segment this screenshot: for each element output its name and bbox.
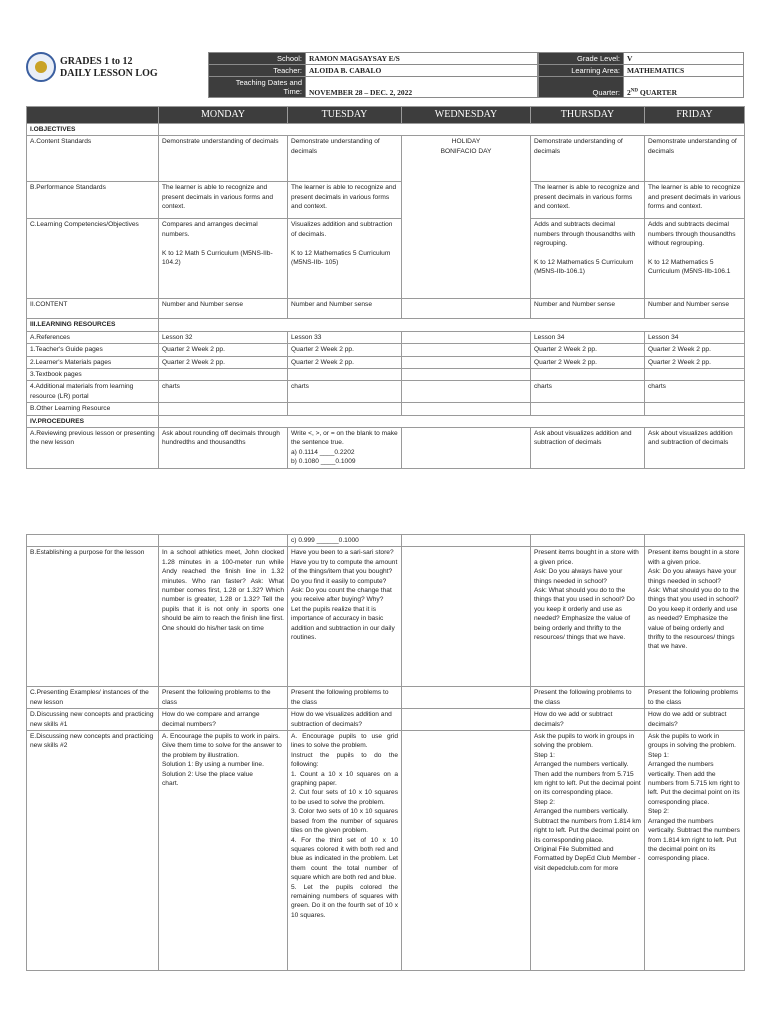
section-fill	[159, 124, 745, 136]
day-header-wednesday: WEDNESDAY	[402, 107, 531, 124]
cell-friday	[645, 369, 745, 381]
procedure-row	[27, 356, 745, 368]
cell-friday: How do we add or subtract decimals?	[645, 709, 745, 731]
cell-wednesday	[402, 331, 531, 343]
procedure-row	[27, 428, 745, 469]
cell-friday	[645, 403, 745, 415]
cell-friday	[645, 535, 745, 547]
section-row	[27, 124, 745, 136]
row-label: 3.Textbook pages	[27, 369, 159, 381]
cell-friday: Ask the pupils to work in groups in solving the problem. Step 1: Arranged the numbers vertically. Then add the numbers from 5.715 km right to left. Put the decimal point on its corresponding place. Step 2: Arranged the numbers vertically. Subtract the numbers from 1.814 km right to left. Put the decimal point on its corresponding place.	[645, 731, 745, 971]
cell-monday: How do we compare and arrange decimal numbers?	[159, 709, 288, 731]
cell-thursday: How do we add or subtract decimals?	[531, 709, 645, 731]
cell-tuesday: Number and Number sense	[288, 299, 402, 319]
row-label: B.Other Learning Resource	[27, 403, 159, 415]
procedure-row	[27, 731, 745, 971]
teacher-label: Teacher:	[209, 65, 306, 77]
grade-info-table	[538, 52, 744, 98]
cell-wednesday	[402, 428, 531, 469]
cell-thursday: Ask the pupils to work in groups in solving the problem. Step 1: Arranged the numbers vertically. Then add the numbers from 5.715 km right to left. Put the decimal point on its corresponding place. Step 2: Arranged the numbers vertically. Subtract the numbers from 1.814 km right to left. Put the decimal point on its corresponding place. Original File Submitted and Formatted by DepEd Club Member - visit depedclub.com for more	[531, 731, 645, 971]
procedure-row	[27, 403, 745, 415]
procedure-row	[27, 381, 745, 403]
procedure-row	[27, 219, 745, 299]
row-label: I.OBJECTIVES	[27, 124, 159, 136]
cell-friday: Quarter 2 Week 2 pp.	[645, 344, 745, 356]
cell-friday: Present items bought in a store with a given price. Ask: Do you always have your things needed in school? Ask: What should you do to the things that you used in school? Do you keep it orderly and use as needed? Emphasize the value of being orderly and thrifty to the resources/ things that we have.	[645, 547, 745, 687]
cell-monday: The learner is able to recognize and present decimals in various forms and context.	[159, 182, 288, 219]
cell-tuesday: How do we visualizes addition and subtraction of decimals?	[288, 709, 402, 731]
row-label: D.Discussing new concepts and practicing new skills #1	[27, 709, 159, 731]
cell-thursday: The learner is able to recognize and present decimals in various forms and context.	[531, 182, 645, 219]
log-title	[60, 56, 158, 80]
lesson-log-table-part1	[26, 106, 745, 469]
cell-monday	[159, 535, 288, 547]
quarter-suffix: ND	[630, 88, 638, 94]
lesson-log-header	[26, 52, 744, 98]
cell-tuesday: Quarter 2 Week 2 pp.	[288, 344, 402, 356]
cell-tuesday: Visualizes addition and subtraction of decimals. K to 12 Mathematics 5 Curriculum (M5NS-IIb- 105)	[288, 219, 402, 299]
dates-value: NOVEMBER 28 – DEC. 2, 2022	[306, 77, 538, 98]
cell-thursday: Quarter 2 Week 2 pp.	[531, 356, 645, 368]
cell-friday: Adds and subtracts decimal numbers through thousandths without regrouping. K to 12 Mathematics 5 Curriculum (M5NS-IIb-106.1	[645, 219, 745, 299]
dates-label-line2: Time:	[283, 87, 302, 96]
row-label: IV.PROCEDURES	[27, 415, 159, 427]
cell-friday: charts	[645, 381, 745, 403]
cell-monday: A. Encourage the pupils to work in pairs. Give them time to solve for the answer to the problem by illustration. Solution 1: By using a number line. Solution 2: Use the place value chart.	[159, 731, 288, 971]
cell-friday: Quarter 2 Week 2 pp.	[645, 356, 745, 368]
cell-tuesday: The learner is able to recognize and present decimals in various forms and context.	[288, 182, 402, 219]
cell-thursday: Ask about visualizes addition and subtraction of decimals	[531, 428, 645, 469]
row-label: C.Presenting Examples/ instances of the new lesson	[27, 687, 159, 709]
procedure-row	[27, 687, 745, 709]
cell-tuesday: Present the following problems to the class	[288, 687, 402, 709]
cell-tuesday	[288, 369, 402, 381]
cell-monday: charts	[159, 381, 288, 403]
cell-monday: Quarter 2 Week 2 pp.	[159, 344, 288, 356]
row-label: III.LEARNING RESOURCES	[27, 319, 159, 331]
cell-monday: Present the following problems to the class	[159, 687, 288, 709]
day-header-friday: FRIDAY	[645, 107, 745, 124]
grade-value: V	[624, 53, 744, 65]
area-value: MATHEMATICS	[624, 65, 744, 77]
day-header-blank	[27, 107, 159, 124]
cell-friday: Number and Number sense	[645, 299, 745, 319]
cell-tuesday: charts	[288, 381, 402, 403]
cell-friday: Present the following problems to the class	[645, 687, 745, 709]
row-label: B.Establishing a purpose for the lesson	[27, 547, 159, 687]
cell-monday: Demonstrate understanding of decimals	[159, 136, 288, 182]
procedure-row	[27, 136, 745, 182]
cell-monday: Number and Number sense	[159, 299, 288, 319]
cell-tuesday: Lesson 33	[288, 331, 402, 343]
cell-monday	[159, 403, 288, 415]
grade-label: Grade Level:	[539, 53, 624, 65]
row-label	[27, 535, 159, 547]
cell-thursday: Demonstrate understanding of decimals	[531, 136, 645, 182]
cell-thursday	[531, 535, 645, 547]
procedure-row	[27, 535, 745, 547]
day-header-tuesday: TUESDAY	[288, 107, 402, 124]
teacher-value: ALOIDA B. CABALO	[306, 65, 538, 77]
cell-tuesday: Quarter 2 Week 2 pp.	[288, 356, 402, 368]
row-label: A.Reviewing previous lesson or presenting the new lesson	[27, 428, 159, 469]
dates-label	[209, 77, 306, 98]
cell-friday: Demonstrate understanding of decimals	[645, 136, 745, 182]
cell-thursday: charts	[531, 381, 645, 403]
cell-monday: Ask about rounding off decimals through hundredths and thousandths	[159, 428, 288, 469]
cell-wednesday	[402, 369, 531, 381]
title-line1: GRADES 1 to 12	[60, 56, 133, 67]
row-label: II.CONTENT	[27, 299, 159, 319]
procedure-row	[27, 182, 745, 219]
cell-monday: Quarter 2 Week 2 pp.	[159, 356, 288, 368]
row-label: E.Discussing new concepts and practicing new skills #2	[27, 731, 159, 971]
row-label: 1.Teacher's Guide pages	[27, 344, 159, 356]
cell-monday: Compares and arranges decimal numbers. K to 12 Math 5 Curriculum (M5NS-IIb-104.2)	[159, 219, 288, 299]
deped-seal-icon	[26, 52, 56, 82]
procedure-row	[27, 299, 745, 319]
cell-thursday	[531, 369, 645, 381]
cell-thursday: Present the following problems to the class	[531, 687, 645, 709]
cell-wednesday	[402, 709, 531, 731]
cell-friday: The learner is able to recognize and present decimals in various forms and context.	[645, 182, 745, 219]
school-info-table	[208, 52, 538, 98]
quarter-word: QUARTER	[637, 88, 678, 97]
procedure-row	[27, 344, 745, 356]
school-value: RAMON MAGSAYSAY E/S	[306, 53, 538, 65]
row-label: C.Learning Competencies/Objectives	[27, 219, 159, 299]
holiday-cell: HOLIDAY BONIFACIO DAY	[402, 136, 531, 299]
section-fill	[159, 319, 745, 331]
cell-wednesday	[402, 344, 531, 356]
cell-tuesday: c) 0.999 ______0.1000	[288, 535, 402, 547]
cell-tuesday: A. Encourage pupils to use grid lines to solve the problem. Instruct the pupils to do the following: 1. Count a 10 x 10 squares on a graphing paper. 2. Cut four sets of 10 x 10 squares to be used to solve the problem. 3. Color two sets of 10 x 10 squares based from the number of squares tiles on the given problem. 4. For the third set of 10 x 10 squares colored it with both red and blue as indicated in the problem. Let them count the total number of square which are both red and blue. 5. Let the pupils colored the remaining numbers of squares with green. Do it on the fourth set of 10 x 10 squares.	[288, 731, 402, 971]
cell-wednesday	[402, 731, 531, 971]
cell-wednesday	[402, 403, 531, 415]
cell-thursday: Adds and subtracts decimal numbers through thousandths with regrouping. K to 12 Mathematics 5 Curriculum (M5NS-IIb-106.1)	[531, 219, 645, 299]
cell-tuesday: Have you been to a sari-sari store? Have you try to compute the amount of the things/item that you bought? Do you find it easily to compute? Ask: Do you count the change that you receive after buying? Why? Let the pupils realize that it is importance of accuracy in basic addition and subtraction in our daily routines.	[288, 547, 402, 687]
procedure-row	[27, 709, 745, 731]
cell-tuesday	[288, 403, 402, 415]
cell-thursday: Quarter 2 Week 2 pp.	[531, 344, 645, 356]
row-label: 4.Additional materials from learning resource (LR) portal	[27, 381, 159, 403]
cell-wednesday	[402, 687, 531, 709]
quarter-label: Quarter:	[539, 77, 624, 98]
cell-wednesday	[402, 356, 531, 368]
cell-monday: Lesson 32	[159, 331, 288, 343]
cell-friday: Ask about visualizes addition and subtraction of decimals	[645, 428, 745, 469]
cell-thursday: Number and Number sense	[531, 299, 645, 319]
row-label: A.Content Standards	[27, 136, 159, 182]
cell-wednesday	[402, 381, 531, 403]
section-row	[27, 415, 745, 427]
cell-thursday: Lesson 34	[531, 331, 645, 343]
cell-tuesday: Demonstrate understanding of decimals	[288, 136, 402, 182]
day-header-row	[27, 107, 745, 124]
title-line2: DAILY LESSON LOG	[60, 68, 158, 79]
cell-wednesday	[402, 299, 531, 319]
cell-tuesday: Write <, >, or = on the blank to make the sentence true. a) 0.1114 ____0.2202 b) 0.1080 ____0.1009	[288, 428, 402, 469]
row-label: A.References	[27, 331, 159, 343]
cell-monday: In a school athletics meet, John clocked 1.28 minutes in a 100-meter run while Andy reached the finish line in 1.32 minutes. Who ran faster? Ask: What number comes first, 1.28 or 1.32? Which number is greater, 1.28 or 1.32? Tell the pupils that it is not only in sports one should be aim to reach the finish line first. One should do his/her task on time	[159, 547, 288, 687]
dates-label-line1: Teaching Dates and	[235, 78, 302, 87]
procedure-row	[27, 331, 745, 343]
section-fill	[159, 415, 745, 427]
cell-wednesday	[402, 535, 531, 547]
school-label: School:	[209, 53, 306, 65]
cell-thursday	[531, 403, 645, 415]
day-header-monday: MONDAY	[159, 107, 288, 124]
lesson-log-table-part2	[26, 534, 745, 971]
cell-thursday: Present items bought in a store with a given price. Ask: Do you always have your things needed in school? Ask: What should you do to the things that you used in school? Do you keep it orderly and use as needed? Emphasize the value of being orderly and thrifty to the resources/ things that we have.	[531, 547, 645, 687]
day-header-thursday: THURSDAY	[531, 107, 645, 124]
row-label: B.Performance Standards	[27, 182, 159, 219]
cell-monday	[159, 369, 288, 381]
quarter-number: 2	[627, 88, 631, 97]
cell-wednesday	[402, 547, 531, 687]
area-label: Learning Area:	[539, 65, 624, 77]
quarter-value	[624, 77, 744, 98]
procedure-row	[27, 547, 745, 687]
cell-friday: Lesson 34	[645, 331, 745, 343]
procedure-row	[27, 369, 745, 381]
section-row	[27, 319, 745, 331]
row-label: 2.Learner's Materials pages	[27, 356, 159, 368]
